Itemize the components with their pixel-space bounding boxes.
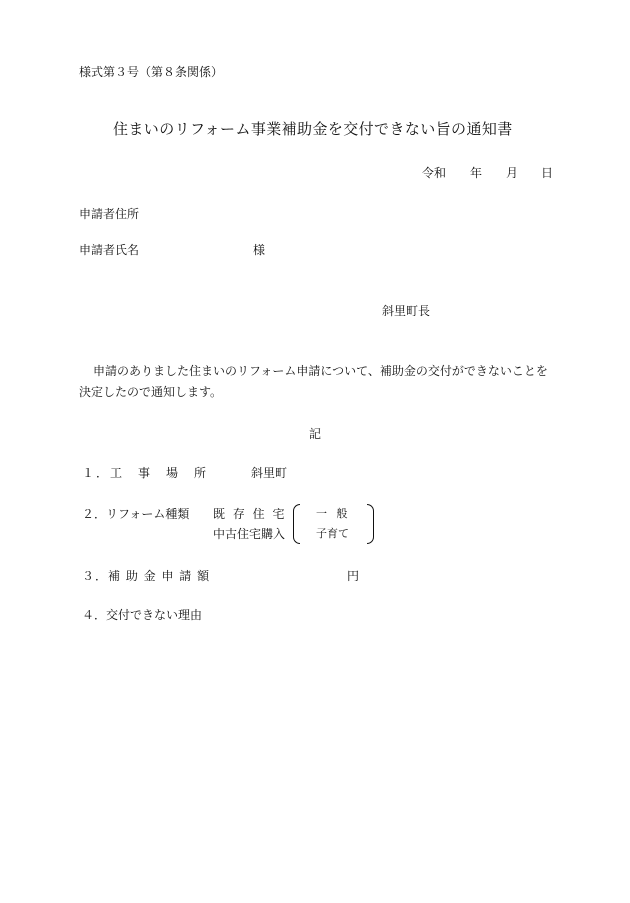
date-day: 日 bbox=[541, 166, 554, 180]
document-title: 住まいのリフォーム事業補助金を交付できない旨の通知書 bbox=[113, 120, 513, 138]
honorific: 様 bbox=[253, 243, 266, 257]
applicant-address-label: 申請者住所 bbox=[79, 207, 140, 221]
right-bracket bbox=[367, 504, 374, 544]
issuer: 斜里町長 bbox=[382, 304, 431, 318]
date-month: 月 bbox=[506, 166, 519, 180]
item-4-label: ４．交付できない理由 bbox=[82, 608, 203, 622]
ki-heading: 記 bbox=[309, 427, 322, 441]
left-bracket bbox=[293, 504, 300, 544]
form-number: 様式第３号（第８条関係） bbox=[79, 65, 224, 79]
item-2-sub-general: 一 般 bbox=[316, 507, 351, 520]
applicant-name-label: 申請者氏名 bbox=[79, 243, 140, 257]
body-text-line-2: 決定したので通知します。 bbox=[79, 385, 223, 399]
item-1-label: １．工 事 場 所 bbox=[82, 466, 209, 480]
body-text-line-1: 申請のありました住まいのリフォーム申請について、補助金の交付ができないことを bbox=[93, 364, 548, 378]
date-era: 令和 bbox=[422, 166, 447, 180]
item-3-unit: 円 bbox=[347, 569, 360, 583]
item-1-value: 斜里町 bbox=[251, 466, 288, 480]
item-2-option-existing: 既 存 住 宅 bbox=[213, 507, 287, 521]
item-2-option-used: 中古住宅購入 bbox=[213, 527, 286, 541]
item-2-sub-childcare: 子育て bbox=[316, 527, 349, 540]
item-2-label: ２．リフォーム種類 bbox=[82, 507, 190, 521]
item-3-label: ３．補 助 金 申 請 額 bbox=[82, 569, 211, 583]
date-year: 年 bbox=[470, 166, 483, 180]
